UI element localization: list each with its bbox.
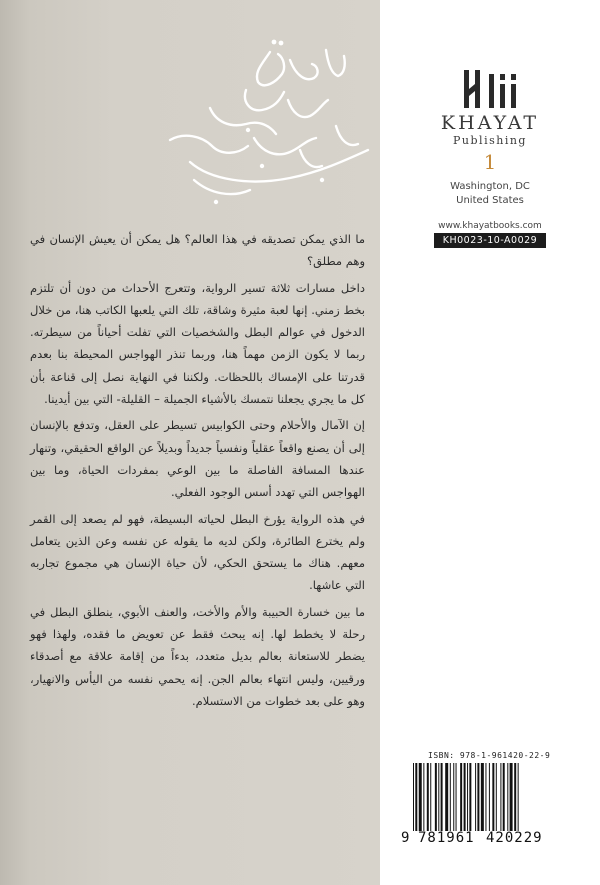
- khayat-logo-icon: [462, 70, 518, 108]
- publisher-city: Washington, DC: [450, 181, 530, 192]
- back-cover-blurb: [30, 228, 365, 716]
- publisher-sub: Publishing: [453, 134, 527, 147]
- blurb-paragraph: ما بين خسارة الحبيبة والأم والأخت، والعنف الأبوي، ينطلق البطل في رحلة لا يخطط لها. إنه يبحث فقط عن تعويض ما فقده، ولهذا فهو يضطر للاستعانة بعالم بديل متعدد، بدءاً من إقامة علاقة مع أصدقاء ورقيين، وليس انتهاء بعالم الجن. إنه يحمي نفسه من اليأس والانهيار، وهو على بعد خطوات من الاستسلام.: [30, 604, 365, 708]
- barcode-digits-group1: 781961: [418, 830, 475, 846]
- volume-number: 1: [483, 150, 497, 174]
- blurb-paragraph: في هذه الرواية يؤرخ البطل لحياته البسيطة، فهو لم يصعد إلى القمر ولم يخترع الطائرة، ولكن لديه ما يقوله عن نفسه وعن الذين يتعامل معهم. هناك ما يستحق الحكي، لأن حياة الإنسان هي مجموع تجاربه التي عاشها.: [30, 511, 365, 593]
- isbn-label: ISBN: 978-1-961420-22-9: [428, 751, 551, 760]
- publisher-name: KHAYAT: [440, 112, 540, 134]
- publisher-location: [380, 180, 600, 208]
- barcode-digits-group2: 420229: [486, 830, 543, 846]
- blurb-paragraph: داخل مسارات ثلاثة تسير الرواية، وتتعرج الأحداث من دون أن تلتزم بخط زمني. إنها لعبة مثيرة وشاقة، تلك التي يلعبها الكاتب هنا، من خلال الدخول في عوالم البطل والشخصيات التي تفلت أحياناً من سيطرته. ربما لا يكون الزمن مهماً هنا، وربما تنذر الهواجس المحيطة بنا بعدم قدرتنا على الإمساك باللحظات. ولكننا في النهاية نصل إلى قناعة بأن كل ما يجري يجعلنا نتمسك بالأشياء الجميلة – القليلة- التي بين أيدينا.: [30, 280, 365, 407]
- barcode-bars: [413, 763, 553, 831]
- title-calligraphy: [150, 30, 375, 220]
- publisher-website[interactable]: www.khayatbooks.com: [438, 221, 542, 231]
- barcode-digit-first: 9: [401, 830, 410, 846]
- blurb-paragraph: إن الآمال والأحلام وحتى الكوابيس تسيطر على العقل، وتدفع بالإنسان إلى أن يصنع واقعاً عقلياً ونفسياً جديداً وبديلاً عن الواقع الحقيقي، وتنهار عندها المسافة الفاصلة ما بين الوعي بمفردات الحياة، وما بين الهواجس التي تهدد أسس الوجود الفعلي.: [30, 418, 365, 500]
- product-code-badge: KH0023-10-A0029: [434, 233, 546, 248]
- blurb-paragraph: ما الذي يمكن تصديقه في هذا العالم؟ هل يمكن أن يعيش الإنسان في وهم مطلق؟: [30, 232, 365, 269]
- publisher-country: United States: [456, 195, 524, 206]
